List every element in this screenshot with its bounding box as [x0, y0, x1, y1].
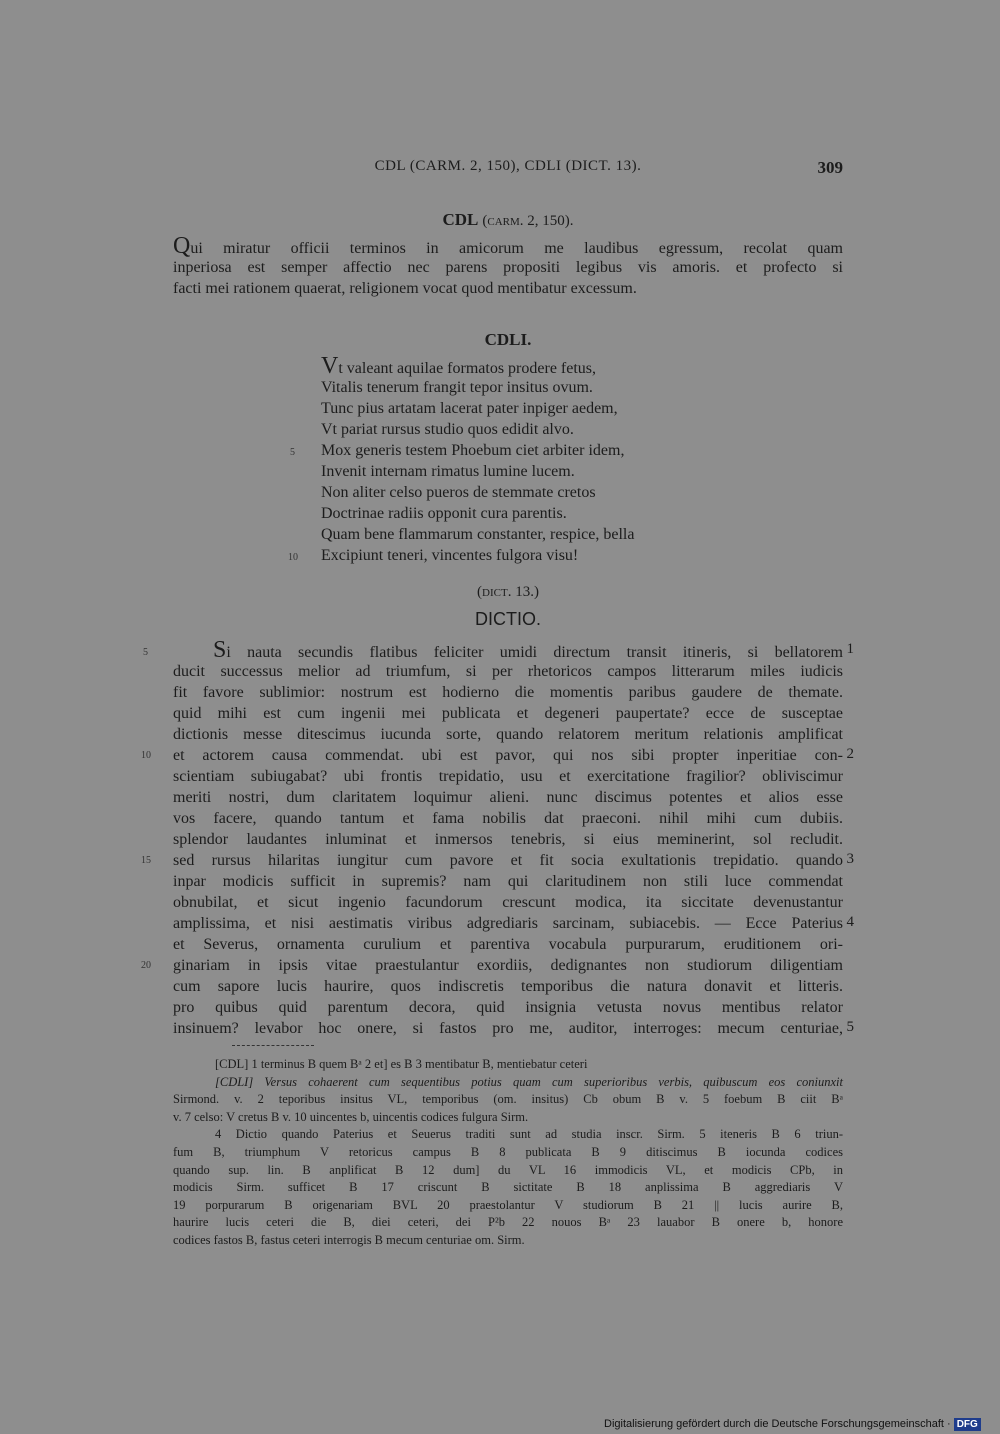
- cdl-dropcap: Q: [173, 233, 191, 259]
- verse-line: Quam bene flammarum constanter, respice, bella: [321, 526, 635, 543]
- cdli-verses: [321, 353, 741, 566]
- dictio-subheading-text: (dict. 13.): [477, 584, 539, 600]
- section-number: 5: [846, 1019, 854, 1035]
- dictio-line: dictionis messe ditescimus iucunda sorte, quando relatorem meritum relationis amplificat: [173, 726, 843, 743]
- apparatus-line: modicis Sirm. sufficet B 17 criscunt B sictitate B 18 anplissima B aggrediaris V: [173, 1180, 843, 1195]
- cdli-heading-main: CDLI.: [484, 330, 532, 349]
- funding-credit: [604, 1416, 981, 1432]
- cdl-text: [173, 233, 843, 299]
- dictio-line: [173, 637, 843, 663]
- apparatus-line: quando sup. lin. B anplificat B 12 dum] du VL 16 immodicis VL, et modicis CPb, in: [173, 1162, 843, 1177]
- dictio-line: cum sapore lucis haurire, quos indiscretis temporibus die natura donavit et litteris.: [173, 978, 843, 995]
- section-number: 4: [846, 914, 854, 930]
- section-number: 3: [846, 851, 854, 867]
- dictio-line: meriti nostri, dum claritatem loquimur alieni. nunc discimus potentes et alios esse: [173, 789, 843, 806]
- dictio-line: insinuem? levabor hoc onere, si fastos pro me, auditor, interroges: mecum centuriae,: [173, 1020, 843, 1037]
- page-number: 309: [817, 158, 843, 177]
- cdl-line: inperiosa est semper affectio nec parens propositi legibus vis amoris. et profecto si: [173, 259, 843, 276]
- footnote-rule: [232, 1045, 314, 1046]
- verse-line: Invenit internam rimatus lumine lucem.: [321, 463, 575, 480]
- dictio-line: fit favore sublimior: nostrum est hodierno die momentis paribus gaudere de themate.: [173, 684, 843, 701]
- verse-line: Vt pariat rursus studio quos edidit alvo.: [321, 421, 574, 438]
- dictio-line-number: 5: [143, 647, 148, 658]
- dictio-line-number: 10: [141, 750, 151, 761]
- verse-line: Vitalis tenerum frangit tepor insitus ovum.: [321, 379, 593, 396]
- dictio-line: et actorem causa commendat. ubi est pavor, qui nos sibi propter inperitiae con-: [173, 747, 843, 764]
- apparatus-line: 4 Dictio quando Paterius et Seuerus traditi sunt ad studia inscr. Sirm. 5 iteneris B 6 triun-: [215, 1127, 843, 1142]
- dictio-line: vos facere, quando tantum et fama nobilis dat praeconi. nihil mihi cum dubiis.: [173, 810, 843, 827]
- verse-line-number: 10: [288, 552, 298, 563]
- dictio-line: quid mihi est cum ingenii mei publicata et degeneri paupertate? ecce de susceptae: [173, 705, 843, 722]
- dictio-line: et Severus, ornamenta curulium et parentiva vocabula purpurarum, eruditionem ori-: [173, 936, 843, 953]
- verse-line: Tunc pius artatam lacerat pater inpiger aedem,: [321, 400, 618, 417]
- apparatus-line: 19 porpurarum B origenariam BVL 20 praestolantur V studiorum B 21 || lucis aurire B,: [173, 1197, 843, 1212]
- dictio-line: scientiam subiugabat? ubi frontis trepidatio, usu et exercitatione fragilior? obliviscimur: [173, 768, 843, 785]
- cdl-heading: [173, 210, 843, 230]
- dictio-line: pro quibus quid parentum decora, quid insignia vetusta novus mentibus relator: [173, 999, 843, 1016]
- verse-dropcap: V: [321, 353, 339, 379]
- apparatus-line: Sirmond. v. 2 teporibus insitus VL, temporibus (om. insitus) Cb obum B v. 5 foebum B ciit Bᵃ: [173, 1092, 843, 1107]
- apparatus-line: [CDLI] Versus cohaerent cum sequentibus potius quam cum superioribus verbis, quibuscum eos coniunxit: [215, 1074, 843, 1089]
- cdl-heading-main: CDL: [442, 210, 479, 229]
- dictio-text: [173, 637, 843, 1039]
- dictio-line: inpar modicis sufficit in supremis? nam qui claritudinem non stili luce commendat: [173, 873, 843, 890]
- dictio-line: obnubilat, et sicut ingenio facundorum crescunt modica, ita siccitate devenustantur: [173, 894, 843, 911]
- apparatus-line: haurire lucis ceteri die B, diei ceteri, dei P²b 22 nouos Bᵃ 23 lauabor B onere b, honore: [173, 1215, 843, 1230]
- verse-line: Mox generis testem Phoebum ciet arbiter idem,: [321, 442, 625, 459]
- dictio-dropcap: S: [213, 637, 227, 663]
- cdl-heading-sub: (carm. 2, 150).: [482, 213, 574, 229]
- verse-line-number: 5: [290, 447, 295, 458]
- apparatus-criticus: [173, 1056, 843, 1250]
- dictio-line: sed rursus hilaritas iungitur cum pavore et fit socia exultationis trepidatio. quando: [173, 852, 843, 869]
- dfg-logo: DFG: [954, 1418, 981, 1431]
- dictio-line: amplissima, et nisi aestimatis viribus adgrediaris sarcinam, subiacebis. — Ecce Paterius: [173, 915, 843, 932]
- dictio-subheading: [173, 583, 843, 601]
- running-head: [173, 158, 843, 178]
- dictio-title: DICTIO.: [475, 609, 541, 629]
- verse-line: Doctrinae radiis opponit cura parentis.: [321, 505, 567, 522]
- cdl-line: facti mei rationem quaerat, religionem vocat quod mentibatur excessum.: [173, 280, 637, 297]
- dictio-line: splendor laudantes inluminat et inmersos tenebris, si eius meminerint, sol recludit.: [173, 831, 843, 848]
- section-number: 2: [846, 746, 854, 762]
- funding-credit-text: Digitalisierung gefördert durch die Deutsche Forschungsgemeinschaft ·: [604, 1418, 951, 1430]
- dictio-line-number: 20: [141, 960, 151, 971]
- verse-line: Non aliter celso pueros de stemmate cretos: [321, 484, 596, 501]
- dictio-line-number: 15: [141, 855, 151, 866]
- apparatus-line: fum B, triumphum V retoricus campus B 8 publicata B 9 ditiscimus B iocunda codices: [173, 1144, 843, 1159]
- apparatus-line: codices fastos B, fastus ceteri interrogis B mecum centuriae om. Sirm.: [173, 1232, 525, 1247]
- apparatus-line: [CDL] 1 terminus B quem Bᵃ 2 et] es B 3 mentibatur B, mentiebatur ceteri: [215, 1057, 588, 1071]
- verse-line: [321, 353, 741, 379]
- dictio-line: ginariam in ipsis vitae praestulantur exordiis, dedignantes non studiorum diligentiam: [173, 957, 843, 974]
- verse-line: Excipiunt teneri, vincentes fulgora visu!: [321, 547, 579, 564]
- cdli-heading: [173, 330, 843, 350]
- verse-line-text: t valeant aquilae formatos prodere fetus,: [338, 360, 597, 377]
- dictio-line: ducit successus melior ad triumfum, si per rhetoricos campos litterarum miles iudicis: [173, 663, 843, 680]
- running-title: CDL (CARM. 2, 150), CDLI (DICT. 13).: [374, 158, 642, 174]
- cdl-line: [173, 233, 843, 259]
- apparatus-line: v. 7 celso: V cretus B v. 10 uincentes b, uincentis codices fulgura Sirm.: [173, 1109, 529, 1124]
- section-number: 1: [846, 641, 854, 657]
- dictio-line-text: i nauta secundis flatibus feliciter umidi directum transit itineris, si bellatorem: [226, 644, 843, 661]
- cdl-line-text: ui miratur officii terminos in amicorum me laudibus egressum, recolat quam: [190, 240, 843, 257]
